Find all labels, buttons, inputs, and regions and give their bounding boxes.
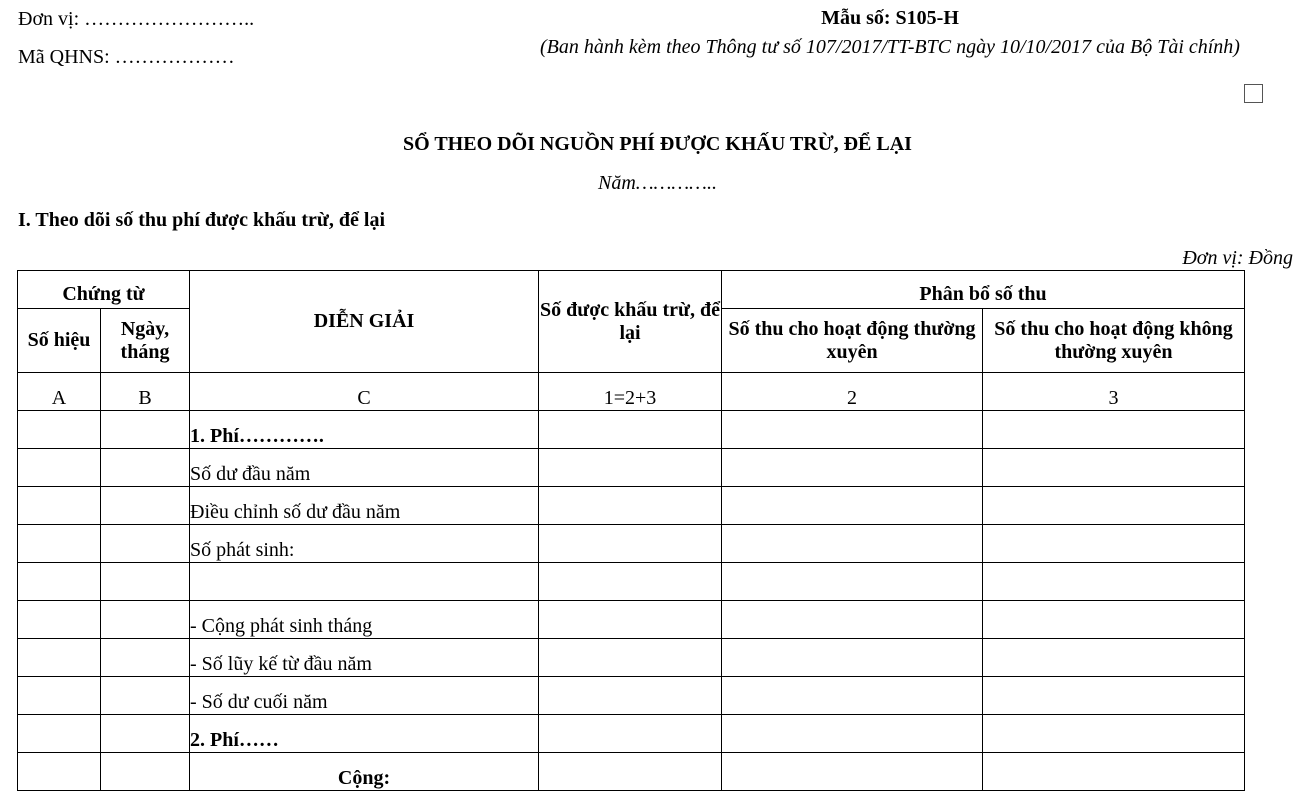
cell-amount bbox=[722, 525, 983, 563]
issuance-note: (Ban hành kèm theo Thông tư số 107/2017/TT-BTC ngày 10/10/2017 của Bộ Tài chính) bbox=[540, 36, 1240, 58]
page-title: SỔ THEO DÕI NGUỒN PHÍ ĐƯỢC KHẤU TRỪ, ĐỂ LẠI bbox=[403, 133, 912, 155]
cell-amount bbox=[539, 563, 722, 601]
cell-so-hieu bbox=[18, 525, 101, 563]
table-row bbox=[18, 411, 1245, 449]
column-index: C bbox=[190, 373, 539, 411]
cell-amount bbox=[722, 677, 983, 715]
cell-amount bbox=[722, 753, 983, 791]
don-vi-field: Đơn vị: …………………….. bbox=[18, 8, 255, 30]
section-heading: I. Theo dõi số thu phí được khấu trừ, để lại bbox=[18, 209, 386, 231]
row-description: 1. Phí…………. bbox=[190, 411, 539, 449]
row-description: - Cộng phát sinh tháng bbox=[190, 601, 539, 639]
cell-ngay-thang bbox=[101, 487, 190, 525]
cell-ngay-thang bbox=[101, 639, 190, 677]
cell-so-hieu bbox=[18, 411, 101, 449]
ledger-table bbox=[17, 270, 1245, 791]
cell-so-hieu bbox=[18, 601, 101, 639]
cell-amount bbox=[983, 601, 1245, 639]
cell-so-hieu bbox=[18, 677, 101, 715]
cell-amount bbox=[722, 563, 983, 601]
cell-amount bbox=[722, 411, 983, 449]
cell-ngay-thang bbox=[101, 525, 190, 563]
row-description bbox=[190, 563, 539, 601]
header-ngay-thang: Ngày, tháng bbox=[101, 309, 190, 373]
column-index: B bbox=[101, 373, 190, 411]
cell-amount bbox=[722, 487, 983, 525]
cell-amount bbox=[539, 449, 722, 487]
row-description: Số dư đầu năm bbox=[190, 449, 539, 487]
column-index: 2 bbox=[722, 373, 983, 411]
cell-amount bbox=[983, 715, 1245, 753]
cell-ngay-thang bbox=[101, 601, 190, 639]
cell-amount bbox=[983, 525, 1245, 563]
total-label: Cộng: bbox=[190, 753, 539, 791]
row-description: 2. Phí…… bbox=[190, 715, 539, 753]
currency-unit: Đơn vị: Đồng bbox=[1182, 247, 1293, 269]
cell-amount bbox=[722, 601, 983, 639]
checkbox[interactable] bbox=[1244, 84, 1263, 103]
cell-ngay-thang bbox=[101, 715, 190, 753]
row-description: - Số dư cuối năm bbox=[190, 677, 539, 715]
cell-so-hieu bbox=[18, 449, 101, 487]
row-description: Số phát sinh: bbox=[190, 525, 539, 563]
cell-amount bbox=[983, 639, 1245, 677]
cell-amount bbox=[539, 601, 722, 639]
header-khong-thuong-xuyen: Số thu cho hoạt động không thường xuyên bbox=[983, 309, 1245, 373]
year-line: Năm………….. bbox=[598, 172, 717, 194]
cell-amount bbox=[539, 411, 722, 449]
cell-ngay-thang bbox=[101, 449, 190, 487]
cell-so-hieu bbox=[18, 563, 101, 601]
form-number: Mẫu số: S105-H bbox=[821, 7, 959, 29]
table-row bbox=[18, 715, 1245, 753]
column-index-row bbox=[18, 373, 1245, 411]
cell-ngay-thang bbox=[101, 411, 190, 449]
header-thuong-xuyen: Số thu cho hoạt động thường xuyên bbox=[722, 309, 983, 373]
table-row bbox=[18, 639, 1245, 677]
cell-amount bbox=[539, 525, 722, 563]
cell-so-hieu bbox=[18, 715, 101, 753]
cell-ngay-thang bbox=[101, 753, 190, 791]
header-so-hieu: Số hiệu bbox=[18, 309, 101, 373]
cell-amount bbox=[539, 639, 722, 677]
row-description: - Số lũy kế từ đầu năm bbox=[190, 639, 539, 677]
cell-so-hieu bbox=[18, 487, 101, 525]
cell-amount bbox=[983, 487, 1245, 525]
cell-amount bbox=[539, 715, 722, 753]
cell-amount bbox=[983, 677, 1245, 715]
cell-amount bbox=[983, 753, 1245, 791]
cell-amount bbox=[983, 411, 1245, 449]
column-index: 1=2+3 bbox=[539, 373, 722, 411]
table-row bbox=[18, 525, 1245, 563]
table-row-total bbox=[18, 753, 1245, 791]
header-phan-bo: Phân bổ số thu bbox=[722, 271, 1245, 309]
cell-ngay-thang bbox=[101, 677, 190, 715]
column-index: 3 bbox=[983, 373, 1245, 411]
table-row bbox=[18, 601, 1245, 639]
cell-amount bbox=[983, 563, 1245, 601]
table-row bbox=[18, 563, 1245, 601]
cell-amount bbox=[722, 449, 983, 487]
cell-amount bbox=[539, 677, 722, 715]
table-row bbox=[18, 677, 1245, 715]
cell-amount bbox=[722, 639, 983, 677]
cell-amount bbox=[722, 715, 983, 753]
column-index: A bbox=[18, 373, 101, 411]
header-dien-giai: DIỄN GIẢI bbox=[190, 271, 539, 373]
cell-so-hieu bbox=[18, 753, 101, 791]
row-description: Điều chỉnh số dư đầu năm bbox=[190, 487, 539, 525]
cell-amount bbox=[983, 449, 1245, 487]
cell-amount bbox=[539, 487, 722, 525]
cell-amount bbox=[539, 753, 722, 791]
table-row bbox=[18, 449, 1245, 487]
cell-so-hieu bbox=[18, 639, 101, 677]
header-so-duoc-khau-tru: Số được khấu trừ, để lại bbox=[539, 271, 722, 373]
cell-ngay-thang bbox=[101, 563, 190, 601]
ma-qhns-field: Mã QHNS: ……………… bbox=[18, 46, 235, 68]
table-row bbox=[18, 487, 1245, 525]
header-chung-tu: Chứng từ bbox=[18, 271, 190, 309]
